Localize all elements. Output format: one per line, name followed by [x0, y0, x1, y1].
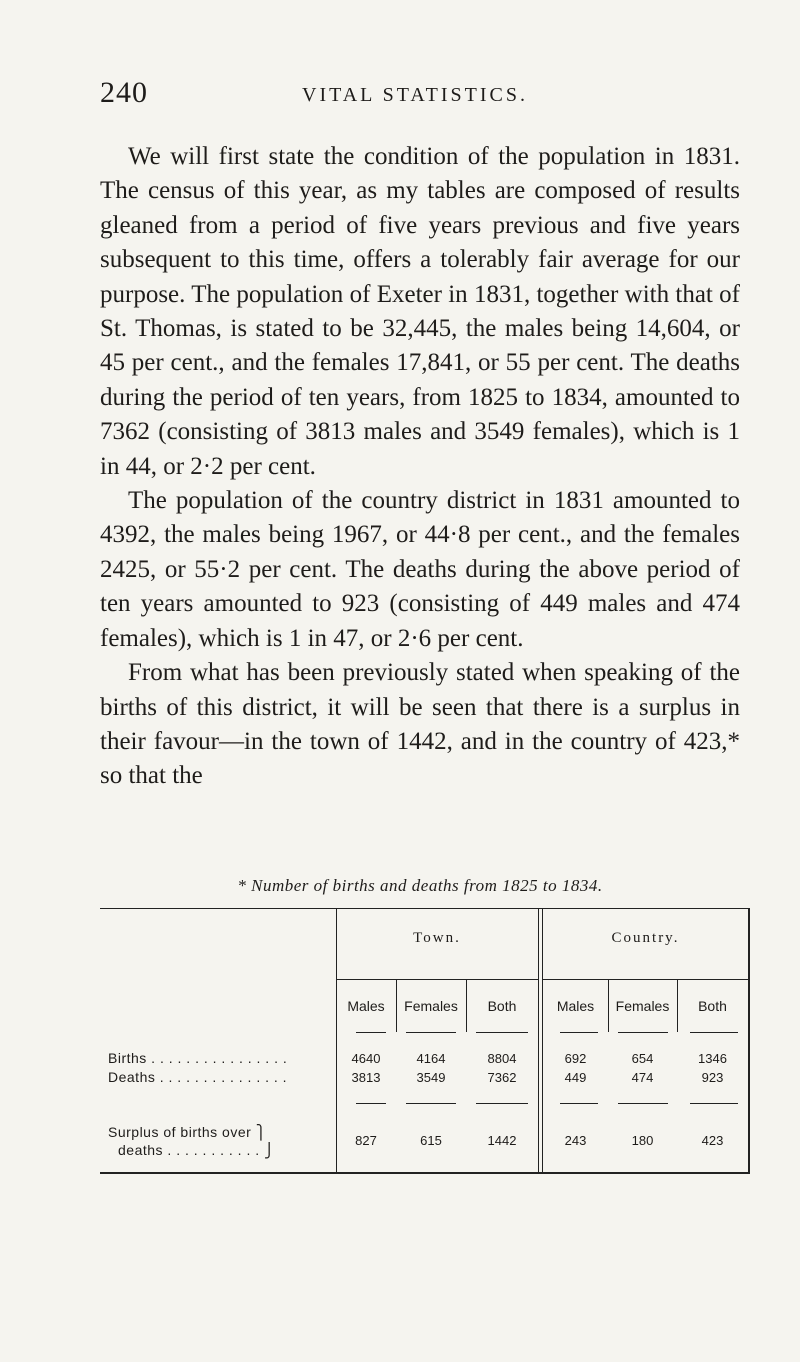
surplus-town-females: 615 — [420, 1133, 442, 1148]
paragraph-2: The population of the country district in 1831 amounted to 4392, the males being 1967, or 44·8 per cent., and the females 2425, or 55·2 per cent. The deaths during the above period of ten years amounted to 923 (consisting of 449 males and 474 females), which is 1 in 47, or 2·6 per cent. — [100, 487, 740, 652]
table-bottom-rule — [100, 1172, 750, 1174]
row-label-surplus — [108, 1124, 267, 1141]
brace-bottom-glyph: ⎭ — [264, 1143, 275, 1159]
subheader-town-males: Males — [347, 998, 385, 1014]
short-rule — [560, 1103, 598, 1104]
subheader-country-males: Males — [556, 998, 595, 1014]
row-label-births: Births . . . . . . . . . . . . . . . . — [108, 1050, 288, 1066]
subheader-town-females: Females — [404, 998, 458, 1014]
short-rule — [618, 1103, 668, 1104]
surplus-country-females: 180 — [631, 1133, 654, 1148]
page-header — [0, 76, 800, 116]
deaths-town-males: 3813 — [351, 1070, 381, 1085]
short-rule — [356, 1103, 386, 1104]
short-rule — [356, 1032, 386, 1033]
short-rule — [690, 1032, 738, 1033]
short-rule — [618, 1032, 668, 1033]
surplus-country-both: 423 — [701, 1133, 724, 1148]
deaths-town-females: 3549 — [416, 1070, 446, 1085]
births-town-males: 4640 — [351, 1051, 381, 1066]
group-divider-left — [538, 908, 539, 1174]
paragraph-3: From what has been previously stated when speaking of the births of this district, it will be seen that there is a surplus in their favour—in the town of 1442, and in the country of 423,* so that the — [100, 659, 740, 790]
surplus-country-males: 243 — [564, 1133, 587, 1148]
surplus-town-both: 1442 — [487, 1133, 517, 1148]
deaths-town-both: 7362 — [487, 1070, 517, 1085]
table-top-rule — [100, 908, 750, 909]
births-country-both: 1346 — [698, 1051, 727, 1066]
births-country-females: 654 — [631, 1051, 654, 1066]
deaths-country-females: 474 — [631, 1070, 654, 1085]
short-rule — [476, 1103, 528, 1104]
subheader-town-both: Both — [487, 998, 517, 1014]
paragraph-1: We will first state the condition of the population in 1831. The census of this year, as my tables are composed of results gleaned from a period of five years previous and five years subsequent to this time, offers a tolerably fair average for our purpose. The population of Exeter in 1831, together with that of St. Thomas, is stated to be 32,445, the males being 14,604, or 45 per cent., and the females 17,841, or 55 per cent. The deaths during the period of ten years, from 1825 to 1834, amounted to 7362 (consisting of 3813 males and 3549 females), which is 1 in 44, or 2·2 per cent. — [100, 143, 740, 480]
short-rule — [476, 1032, 528, 1033]
surplus-label-line1: Surplus of births over — [108, 1124, 252, 1140]
births-town-females: 4164 — [416, 1051, 446, 1066]
short-rule — [690, 1103, 738, 1104]
short-rule — [560, 1032, 598, 1033]
deaths-country-males: 449 — [564, 1070, 587, 1085]
short-rule — [406, 1032, 456, 1033]
brace-top-glyph: ⎫ — [255, 1125, 267, 1141]
page-number: 240 — [100, 76, 148, 109]
deaths-country-both: 923 — [701, 1070, 724, 1085]
surplus-town-males: 827 — [355, 1133, 377, 1148]
table-right-rule — [748, 908, 750, 1174]
country-subheader-rule — [543, 979, 748, 980]
statistics-table — [100, 908, 750, 1176]
row-label-surplus-cont — [118, 1142, 275, 1159]
group-header-country: Country. — [611, 930, 680, 946]
births-town-both: 8804 — [487, 1051, 517, 1066]
short-rule — [406, 1103, 456, 1104]
row-label-deaths: Deaths . . . . . . . . . . . . . . . — [108, 1069, 288, 1085]
group-header-town: Town. — [413, 930, 461, 946]
births-country-males: 692 — [564, 1051, 587, 1066]
footnote: * Number of births and deaths from 1825 to 1834. — [237, 876, 603, 895]
subheader-country-both: Both — [698, 998, 727, 1014]
surplus-label-line2: deaths . . . . . . . . . . . — [118, 1142, 260, 1158]
running-title: VITAL STATISTICS. — [302, 84, 528, 106]
subheader-country-females: Females — [615, 998, 670, 1014]
town-subheader-rule — [336, 979, 538, 980]
body-text — [100, 140, 740, 794]
